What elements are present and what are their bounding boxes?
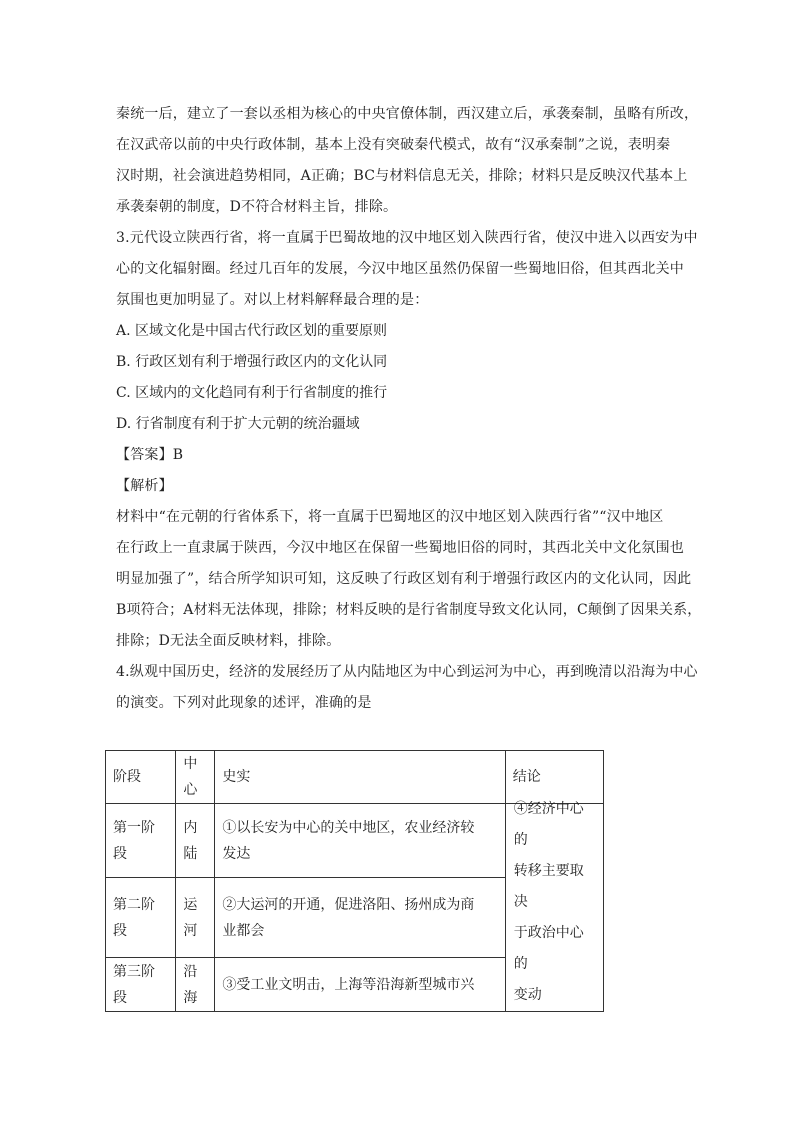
answer-label: 【答案】B	[116, 447, 184, 463]
header-stage: 阶段	[106, 751, 176, 804]
analysis-line: B项符合；A材料无法体现，排除；材料反映的是行省制度导致文化认同，C颠倒了因果关系，	[116, 602, 702, 618]
analysis-line: 承袭秦朝的制度，D不符合材料主旨，排除。	[116, 199, 398, 215]
question-4-stem: 4.纵观中国历史，经济的发展经历了从内陆地区为中心到运河为中心，再到晚清以沿海为中心	[116, 664, 698, 680]
fact-line: 业都会	[222, 922, 265, 939]
cell-fact	[215, 804, 505, 878]
analysis-line: 明显加强了”，结合所学知识可知，这反映了行政区划有利于增强行政区内的文化认同，因此	[116, 571, 692, 587]
question-3-stem: 氛围也更加明显了。对以上材料解释最合理的是：	[116, 292, 429, 308]
option-a: A. 区域文化是中国古代行政区划的重要原则	[116, 323, 388, 339]
conclusion-line: 于政治中心的	[513, 925, 584, 972]
option-d: D. 行省制度有利于扩大元朝的统治疆域	[116, 416, 360, 432]
question-3-stem: 心的文化辐射圈。经过几百年的发展，今汉中地区虽然仍保留一些蜀地旧俗，但其西北关中	[116, 261, 684, 277]
option-b: B. 行政区划有利于增强行政区内的文化认同	[116, 354, 388, 370]
cell-stage: 第二阶段	[106, 878, 176, 958]
conclusion-line: 转移主要取决	[513, 863, 584, 910]
analysis-line: 排除；D无法全面反映材料，排除。	[116, 633, 341, 649]
fact-line: ①以长安为中心的关中地区，农业经济较	[222, 819, 475, 836]
cell-stage: 第三阶段	[106, 958, 176, 1012]
analysis-line: 汉时期，社会演进趋势相同，A正确；BC与材料信息无关，排除；材料只是反映汉代基本上	[116, 168, 688, 184]
header-center: 中心	[176, 751, 215, 804]
fact-line: 发达	[222, 845, 251, 862]
fact-line: ②大运河的开通，促进洛阳、扬州成为商	[222, 896, 475, 913]
analysis-line: 在行政上一直隶属于陕西，今汉中地区在保留一些蜀地旧俗的同时，其西北关中文化氛围也	[116, 540, 684, 556]
question-3-stem: 3.元代设立陕西行省，将一直属于巴蜀故地的汉中地区划入陕西行省，使汉中进入以西安为中	[116, 230, 698, 246]
analysis-line: 秦统一后，建立了一套以丞相为核心的中央官僚体制，西汉建立后，承袭秦制，虽略有所改，	[116, 106, 699, 122]
header-fact: 史实	[215, 751, 505, 804]
cell-stage: 第一阶段	[106, 804, 176, 878]
cell-center: 沿海	[176, 958, 215, 1012]
analysis-line: 材料中“在元朝的行省体系下，将一直属于巴蜀地区的汉中地区划入陕西行省”“汉中地区	[116, 509, 664, 525]
table-row	[106, 804, 604, 878]
header-conclusion: 结论	[505, 751, 603, 804]
conclusion-line: ④经济中心的	[513, 801, 584, 848]
cell-fact	[215, 878, 505, 958]
option-c: C. 区域内的文化趋同有利于行省制度的推行	[116, 385, 388, 401]
analysis-line: 在汉武帝以前的中央行政体制，基本上没有突破秦代模式，故有“汉承秦制”之说，表明秦	[116, 137, 671, 153]
fact-line: ③受工业文明击，上海等沿海新型城市兴	[222, 976, 475, 993]
cell-center: 内陆	[176, 804, 215, 878]
conclusion-line: 变动	[513, 987, 542, 1003]
history-table	[105, 750, 604, 1012]
question-4-stem: 的演变。下列对此现象的述评，准确的是	[116, 695, 372, 711]
cell-center: 运河	[176, 878, 215, 958]
analysis-label: 【解析】	[116, 478, 173, 494]
cell-conclusion	[505, 801, 603, 1012]
cell-fact	[215, 958, 505, 1012]
